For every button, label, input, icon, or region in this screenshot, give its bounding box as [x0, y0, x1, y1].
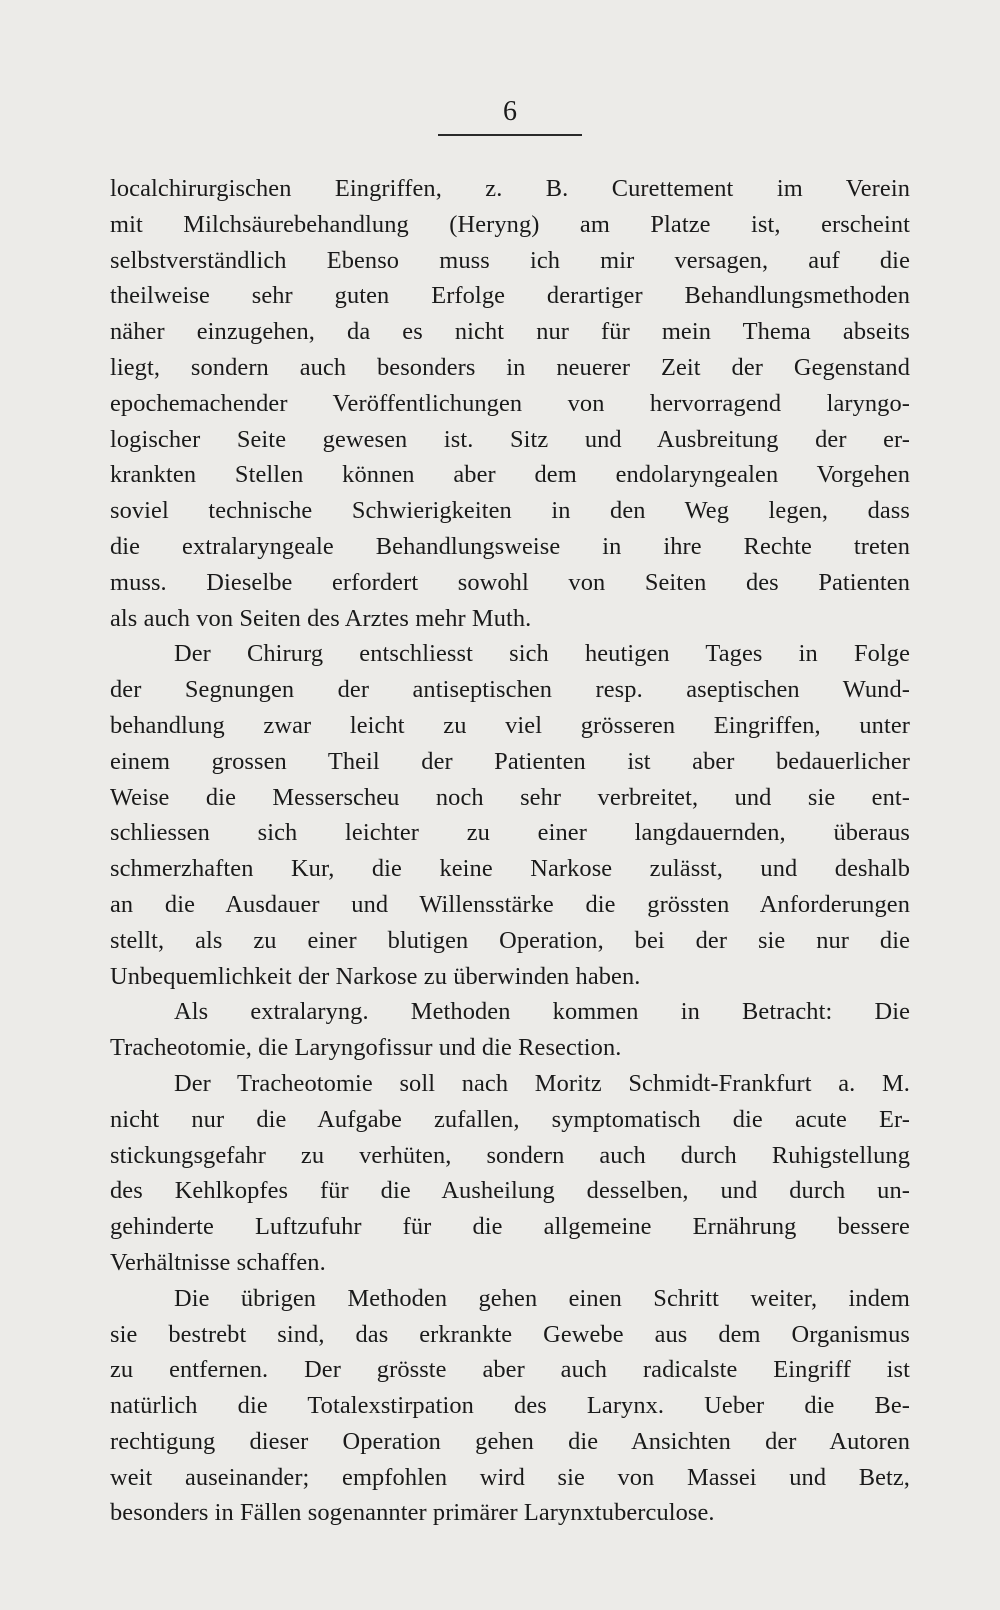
text-line: mit Milchsäurebehandlung (Heryng) am Platze ist, erscheint — [110, 210, 910, 238]
text-line: an die Ausdauer und Willensstärke die grössten Anforderungen — [110, 890, 910, 918]
text-line: stickungsgefahr zu verhüten, sondern auch durch Ruhigstellung — [110, 1141, 910, 1169]
text-line: der Segnungen der antiseptischen resp. aseptischen Wund- — [110, 676, 910, 704]
text-line: zu entfernen. Der grösste aber auch radicalste Eingriff ist — [110, 1356, 910, 1384]
paragraph — [110, 1066, 910, 1281]
text-line: nicht nur die Aufgabe zufallen, symptomatisch die acute Er- — [110, 1105, 910, 1133]
text-line: sie bestrebt sind, das erkrankte Gewebe aus dem Organismus — [110, 1320, 910, 1348]
paragraph — [110, 1281, 910, 1532]
paragraph — [110, 994, 910, 1066]
text-line: soviel technische Schwierigkeiten in den Weg legen, dass — [110, 497, 910, 525]
text-line: Tracheotomie, die Laryngofissur und die Resection. — [110, 1034, 622, 1062]
paragraph — [110, 636, 910, 994]
text-line: schliessen sich leichter zu einer langdauernden, überaus — [110, 819, 910, 847]
text-line: schmerzhaften Kur, die keine Narkose zulässt, und deshalb — [110, 855, 910, 883]
text-line: die extralaryngeale Behandlungsweise in ihre Rechte treten — [110, 532, 910, 560]
text-line: logischer Seite gewesen ist. Sitz und Ausbreitung der er- — [110, 425, 910, 453]
text-line: behandlung zwar leicht zu viel grösseren Eingriffen, unter — [110, 711, 910, 739]
text-line: theilweise sehr guten Erfolge derartiger Behandlungsmethoden — [110, 282, 910, 310]
text-line: Als extralaryng. Methoden kommen in Betracht: Die — [174, 998, 910, 1026]
text-line: Verhältnisse schaffen. — [110, 1248, 326, 1276]
paragraph — [110, 171, 910, 636]
text-line: natürlich die Totalexstirpation des Larynx. Ueber die Be- — [110, 1392, 910, 1420]
text-line: gehinderte Luftzufuhr für die allgemeine Ernährung bessere — [110, 1213, 910, 1241]
text-line: Der Chirurg entschliesst sich heutigen Tages in Folge — [174, 640, 910, 668]
text-line: Unbequemlichkeit der Narkose zu überwinden haben. — [110, 962, 641, 990]
text-line: liegt, sondern auch besonders in neuerer Zeit der Gegenstand — [110, 353, 910, 381]
page-number: 6 — [503, 96, 517, 127]
text-line: rechtigung dieser Operation gehen die Ansichten der Autoren — [110, 1427, 910, 1455]
text-line: näher einzugehen, da es nicht nur für mein Thema abseits — [110, 318, 910, 346]
text-line: Die übrigen Methoden gehen einen Schritt weiter, indem — [174, 1284, 910, 1312]
text-line: besonders in Fällen sogenannter primärer Larynxtuberculose. — [110, 1499, 715, 1527]
text-line: als auch von Seiten des Arztes mehr Muth. — [110, 604, 532, 632]
text-line: Der Tracheotomie soll nach Moritz Schmidt-Frankfurt a. M. — [174, 1069, 910, 1097]
body-text — [110, 171, 910, 1531]
page-number-rule — [438, 134, 582, 136]
text-line: einem grossen Theil der Patienten ist aber bedauerlicher — [110, 747, 910, 775]
text-line: des Kehlkopfes für die Ausheilung desselben, und durch un- — [110, 1177, 910, 1205]
text-line: Weise die Messerscheu noch sehr verbreitet, und sie ent- — [110, 783, 910, 811]
text-line: stellt, als zu einer blutigen Operation, bei der sie nur die — [110, 926, 910, 954]
text-line: epochemachender Veröffentlichungen von hervorragend laryngo- — [110, 389, 910, 417]
text-line: selbstverständlich Ebenso muss ich mir versagen, auf die — [110, 246, 910, 274]
text-line: weit auseinander; empfohlen wird sie von Massei und Betz, — [110, 1463, 910, 1491]
text-line: muss. Dieselbe erfordert sowohl von Seiten des Patienten — [110, 568, 910, 596]
text-line: krankten Stellen können aber dem endolaryngealen Vorgehen — [110, 461, 910, 489]
text-line: localchirurgischen Eingriffen, z. B. Curettement im Verein — [110, 175, 910, 202]
